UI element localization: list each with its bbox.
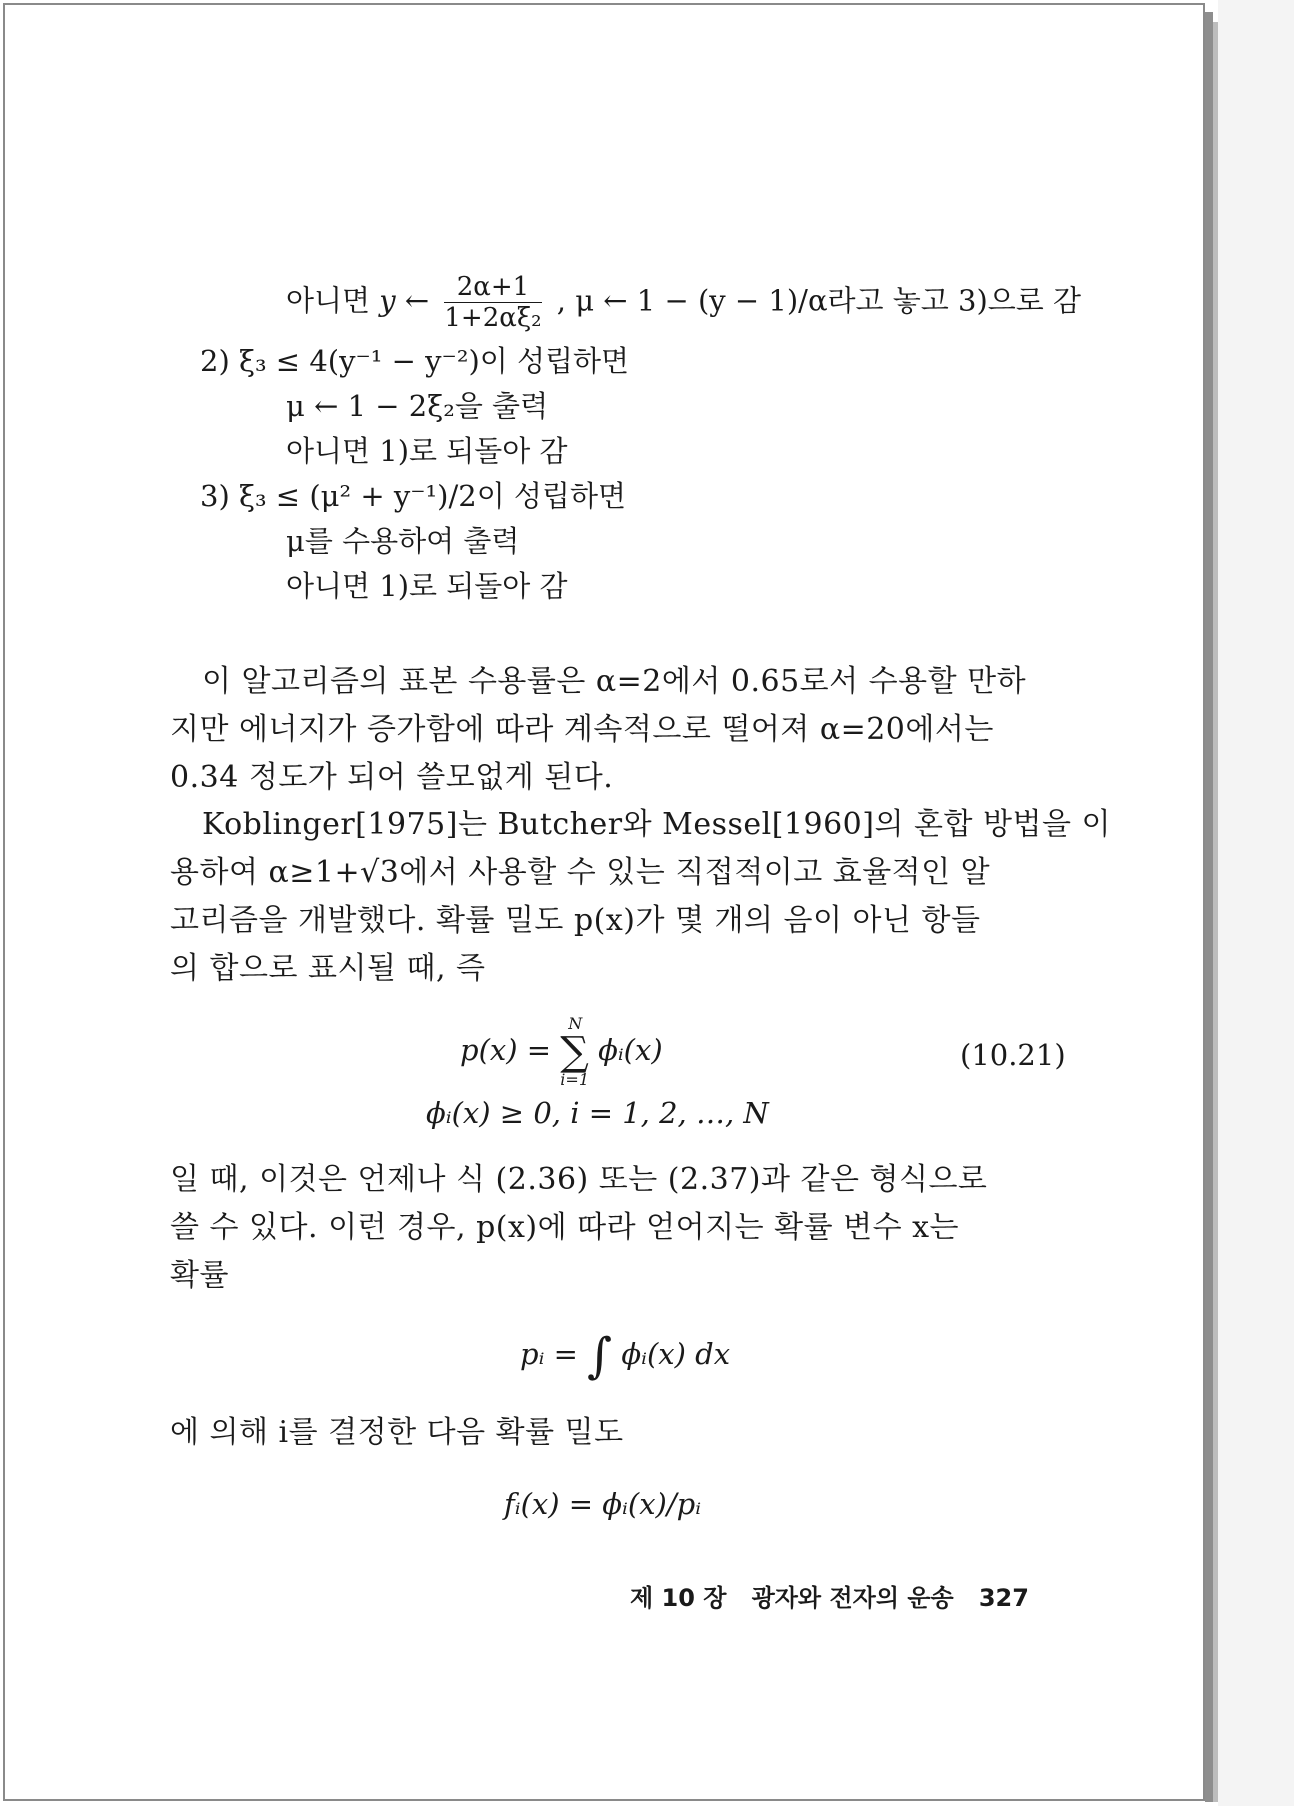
equation-density: fᵢ(x) = ϕᵢ(x)/pᵢ [504, 1487, 702, 1521]
footer-title: 광자와 전자의 운송 [751, 1584, 954, 1612]
paragraph-3-line-1: 일 때, 이것은 언제나 식 (2.36) 또는 (2.37)과 같은 형식으로 [170, 1162, 988, 1197]
sum-lower-limit: i=1 [560, 1070, 589, 1089]
paragraph-2-line-3: 고리즘을 개발했다. 확률 밀도 p(x)가 몇 개의 음이 아닌 항들 [170, 903, 981, 938]
equation-number: (10.21) [960, 1038, 1066, 1072]
paragraph-2-line-4: 의 합으로 표시될 때, 즉 [170, 951, 486, 986]
integral-symbol: ∫ [587, 1328, 613, 1384]
paragraph-4: 에 의해 i를 결정한 다음 확률 밀도 [170, 1415, 624, 1450]
running-footer [630, 1578, 1029, 1613]
fraction-numerator: 2α+1 [444, 272, 541, 303]
algorithm-line-1-y: y ← [379, 283, 430, 318]
paragraph-2-line-1: Koblinger[1975]는 Butcher와 Messel[1960]의 혼합 방법을 이 [202, 807, 1111, 842]
sum-upper-limit: N [568, 1014, 583, 1033]
algorithm-line-1-rest: , μ ← 1 − (y − 1)/α라고 놓고 3)으로 감 [556, 283, 1082, 318]
algorithm-step-3-accept: μ를 수용하여 출력 [286, 524, 520, 558]
paragraph-1-line-2: 지만 에너지가 증가함에 따라 계속적으로 떨어져 α=20에서는 [170, 712, 994, 747]
algorithm-step-2-accept: μ ← 1 − 2ξ₂을 출력 [286, 389, 549, 423]
paragraph-1-line-1: 이 알고리즘의 표본 수용률은 α=2에서 0.65로서 수용할 만하 [202, 664, 1027, 699]
algorithm-step-2-else: 아니면 1)로 되돌아 감 [286, 434, 568, 468]
equation-lhs: p(x) = [460, 1033, 552, 1067]
page-edge-light [1213, 22, 1218, 1802]
fraction [444, 272, 541, 333]
equation-10-21-line-1 [460, 1014, 663, 1089]
paragraph-1-line-3: 0.34 정도가 되어 쓸모없게 된다. [170, 760, 614, 795]
paragraph-2-line-2: 용하여 α≥1+√3에서 사용할 수 있는 직접적이고 효율적인 알 [170, 855, 991, 890]
equation-10-21-line-2: ϕᵢ(x) ≥ 0, i = 1, 2, …, N [426, 1096, 769, 1130]
page-background-shade [1218, 0, 1294, 1806]
equation-probability [520, 1328, 731, 1384]
equation-probability-lhs: pᵢ = [520, 1337, 578, 1371]
equation-probability-rhs: ϕᵢ(x) dx [621, 1337, 731, 1371]
algorithm-line-1 [286, 272, 1081, 333]
algorithm-step-3-else: 아니면 1)로 되돌아 감 [286, 569, 568, 603]
page-number: 327 [978, 1584, 1029, 1612]
algorithm-step-3: 3) ξ₃ ≤ (μ² + y⁻¹)/2이 성립하면 [200, 479, 626, 513]
algorithm-line-1-prefix: 아니면 [286, 283, 371, 318]
fraction-denominator: 1+2αξ₂ [444, 303, 542, 333]
algorithm-step-2: 2) ξ₃ ≤ 4(y⁻¹ − y⁻²)이 성립하면 [200, 344, 630, 378]
paragraph-3-line-3: 확률 [170, 1258, 229, 1293]
footer-chapter: 제 10 장 [630, 1584, 727, 1612]
equation-rhs: ϕᵢ(x) [598, 1033, 663, 1067]
summation-symbol: ∑ N i=1 [560, 1014, 589, 1089]
page-edge-dark [1205, 12, 1213, 1802]
paragraph-3-line-2: 쓸 수 있다. 이런 경우, p(x)에 따라 얻어지는 확률 변수 x는 [170, 1210, 959, 1245]
